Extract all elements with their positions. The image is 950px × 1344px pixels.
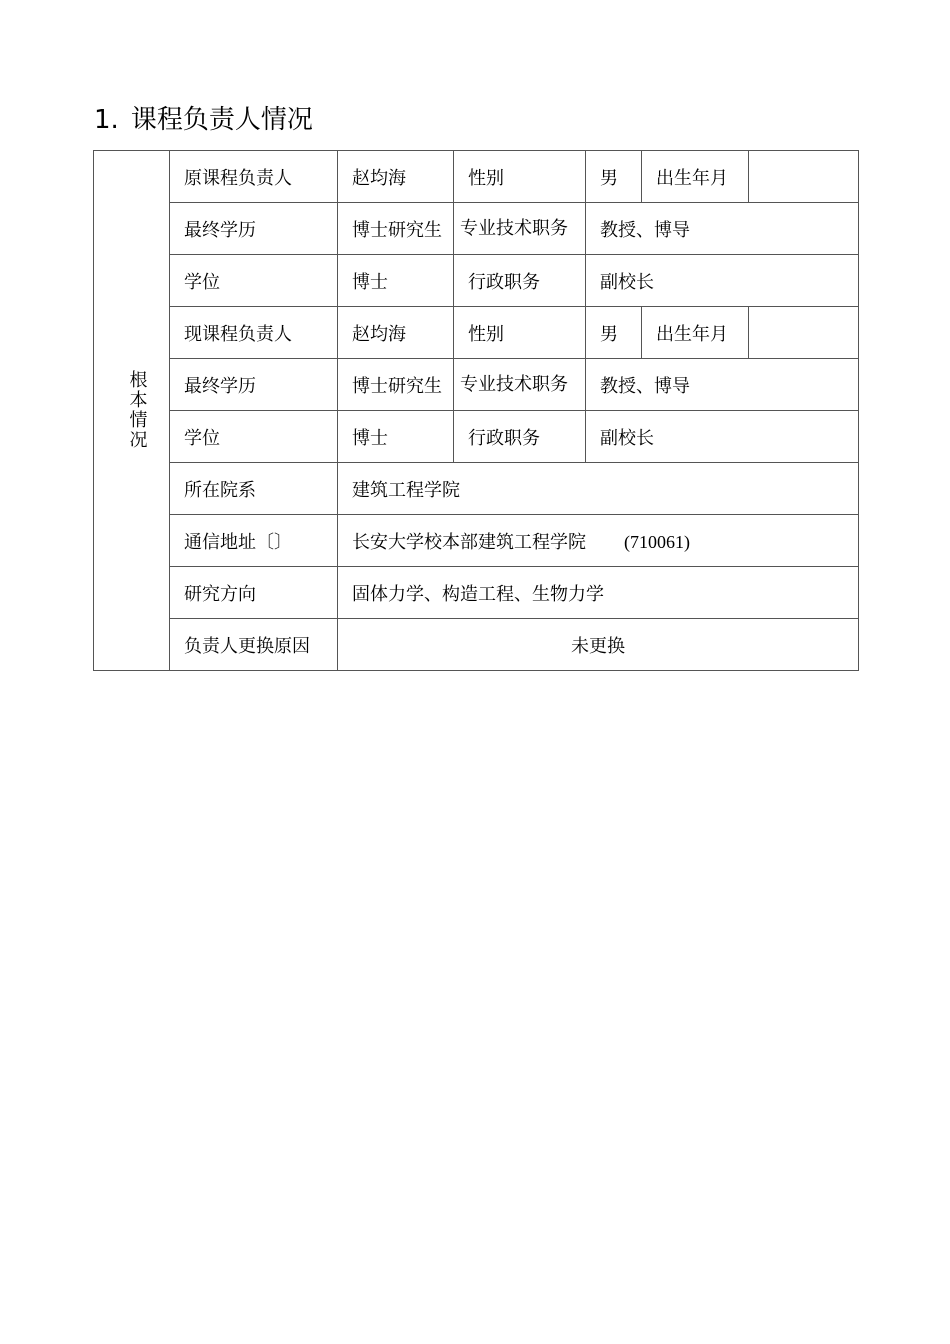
orig-admin-label: 行政职务 — [454, 255, 586, 307]
section-heading — [94, 100, 313, 140]
orig-birth-label: 出生年月 — [642, 151, 749, 203]
table-row — [94, 411, 859, 463]
cur-admin-label: 行政职务 — [454, 411, 586, 463]
table-row — [94, 203, 859, 255]
cur-gender: 男 — [586, 307, 642, 359]
section-number: 1. — [94, 105, 119, 135]
cur-gender-label: 性别 — [454, 307, 586, 359]
table-row — [94, 151, 859, 203]
cur-edu: 博士研究生 — [338, 359, 454, 411]
cur-edu-label: 最终学历 — [170, 359, 338, 411]
cur-title-label: 专业技术职务 — [454, 359, 586, 411]
change-reason-label: 负责人更换原因 — [170, 619, 338, 671]
address-value: 长安大学校本部建筑工程学院 — [352, 531, 586, 553]
orig-degree: 博士 — [338, 255, 454, 307]
table-row — [94, 255, 859, 307]
side-label: 根本情况 — [129, 369, 148, 451]
table-row — [94, 515, 859, 567]
cur-title: 教授、博导 — [586, 359, 859, 411]
cur-degree: 博士 — [338, 411, 454, 463]
table-row — [94, 359, 859, 411]
table-row — [94, 619, 859, 671]
table-row — [94, 307, 859, 359]
cur-leader-name: 赵均海 — [338, 307, 454, 359]
change-reason-value: 未更换 — [338, 619, 859, 671]
orig-leader-name: 赵均海 — [338, 151, 454, 203]
dept-label: 所在院系 — [170, 463, 338, 515]
orig-edu-label: 最终学历 — [170, 203, 338, 255]
table-row — [94, 567, 859, 619]
side-label-cell — [94, 151, 170, 671]
cur-birth-label: 出生年月 — [642, 307, 749, 359]
research-value: 固体力学、构造工程、生物力学 — [338, 567, 859, 619]
address-label: 通信地址〔〕 — [170, 515, 338, 567]
cur-birth — [749, 307, 859, 359]
table-row — [94, 463, 859, 515]
orig-title-label: 专业技术职务 — [454, 203, 586, 255]
cur-admin: 副校长 — [586, 411, 859, 463]
zip-code: (710061) — [624, 531, 690, 552]
cur-leader-label: 现课程负责人 — [170, 307, 338, 359]
orig-gender-label: 性别 — [454, 151, 586, 203]
orig-title: 教授、博导 — [586, 203, 859, 255]
orig-edu: 博士研究生 — [338, 203, 454, 255]
section-title: 课程负责人情况 — [130, 105, 313, 135]
research-label: 研究方向 — [170, 567, 338, 619]
cur-degree-label: 学位 — [170, 411, 338, 463]
orig-leader-label: 原课程负责人 — [170, 151, 338, 203]
dept-value: 建筑工程学院 — [338, 463, 859, 515]
leader-info-table — [93, 150, 859, 671]
orig-birth — [749, 151, 859, 203]
address-cell — [338, 515, 859, 567]
orig-gender: 男 — [586, 151, 642, 203]
orig-admin: 副校长 — [586, 255, 859, 307]
orig-degree-label: 学位 — [170, 255, 338, 307]
